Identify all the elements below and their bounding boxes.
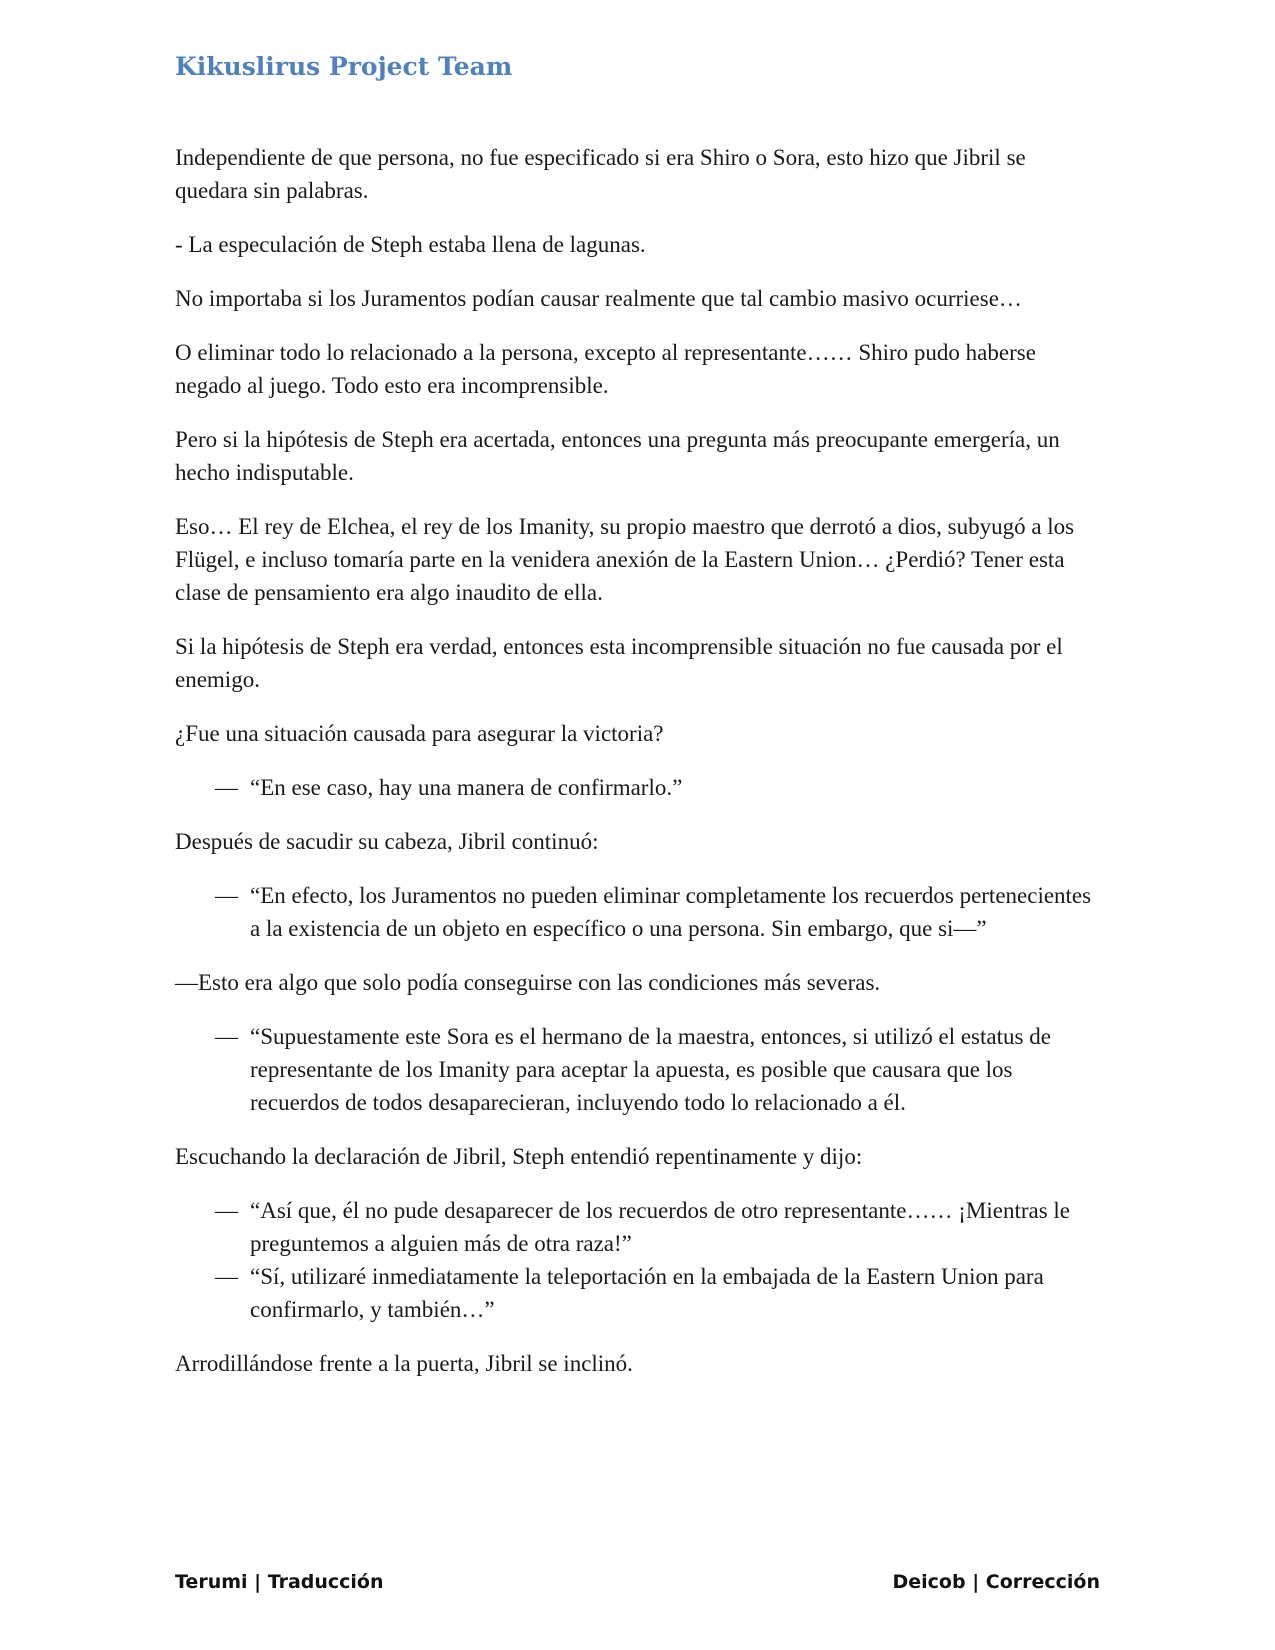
paragraph: —Esto era algo que solo podía conseguirse con las condiciones más severas. [175, 970, 881, 995]
dialogue-line [175, 879, 1100, 945]
dialogue-line [175, 1194, 1100, 1260]
page-footer [175, 1571, 1100, 1593]
paragraph: Eso… El rey de Elchea, el rey de los Imanity, su propio maestro que derrotó a dios, subyugó a los Flügel, e incluso tomaría parte en la venidera anexión de la Eastern Union… ¿Perdió? Tener esta clase de pensamiento era algo inaudito de ella. [175, 514, 1075, 605]
dialogue-line [175, 771, 1100, 804]
dialogue-dash: — [215, 1198, 238, 1223]
paragraph: Escuchando la declaración de Jibril, Steph entendió repentinamente y dijo: [175, 1144, 863, 1169]
dialogue-dash: — [215, 1264, 238, 1289]
paragraph: Después de sacudir su cabeza, Jibril continuó: [175, 829, 599, 854]
paragraph: Si la hipótesis de Steph era verdad, entonces esta incomprensible situación no fue causada por el enemigo. [175, 634, 1063, 692]
dialogue-line [175, 1020, 1100, 1119]
paragraph: ¿Fue una situación causada para asegurar la victoria? [175, 721, 664, 746]
paragraph: Arrodillándose frente a la puerta, Jibril se inclinó. [175, 1351, 633, 1376]
paragraph: Pero si la hipótesis de Steph era acertada, entonces una pregunta más preocupante emergería, un hecho indisputable. [175, 427, 1060, 485]
dialogue-list [175, 879, 1100, 945]
dialogue-text: “Sí, utilizaré inmediatamente la teleportación en la embajada de la Eastern Union para confirmarlo, y también…” [250, 1264, 1044, 1322]
dialogue-text: “En efecto, los Juramentos no pueden eliminar completamente los recuerdos pertenecientes a la existencia de un objeto en específico o una persona. Sin embargo, que si—” [250, 883, 1092, 941]
dialogue-dash: — [215, 775, 238, 800]
paragraph: No importaba si los Juramentos podían causar realmente que tal cambio masivo ocurriese… [175, 286, 1022, 311]
footer-translator: Terumi | Traducción [175, 1571, 384, 1593]
dialogue-list [175, 771, 1100, 804]
dialogue-text: “En ese caso, hay una manera de confirmarlo.” [250, 775, 683, 800]
page-header-title: Kikuslirus Project Team [175, 52, 513, 81]
dialogue-list [175, 1194, 1100, 1326]
dialogue-line [175, 1260, 1100, 1326]
document-body [175, 141, 1100, 1401]
dialogue-text: “Así que, él no pude desaparecer de los recuerdos de otro representante…… ¡Mientras le preguntemos a alguien más de otra raza!” [250, 1198, 1071, 1256]
paragraph: - La especulación de Steph estaba llena de lagunas. [175, 232, 646, 257]
footer-corrector: Deicob | Corrección [892, 1571, 1100, 1593]
dialogue-list [175, 1020, 1100, 1119]
paragraph: O eliminar todo lo relacionado a la persona, excepto al representante…… Shiro pudo haberse negado al juego. Todo esto era incomprensible. [175, 340, 1036, 398]
dialogue-dash: — [215, 1024, 238, 1049]
paragraph: Independiente de que persona, no fue especificado si era Shiro o Sora, esto hizo que Jibril se quedara sin palabras. [175, 145, 1026, 203]
dialogue-dash: — [215, 883, 238, 908]
dialogue-text: “Supuestamente este Sora es el hermano de la maestra, entonces, si utilizó el estatus de representante de los Imanity para aceptar la apuesta, es posible que causara que los recuerdos de todos desaparecieran, incluyendo todo lo relacionado a él. [250, 1024, 1051, 1115]
